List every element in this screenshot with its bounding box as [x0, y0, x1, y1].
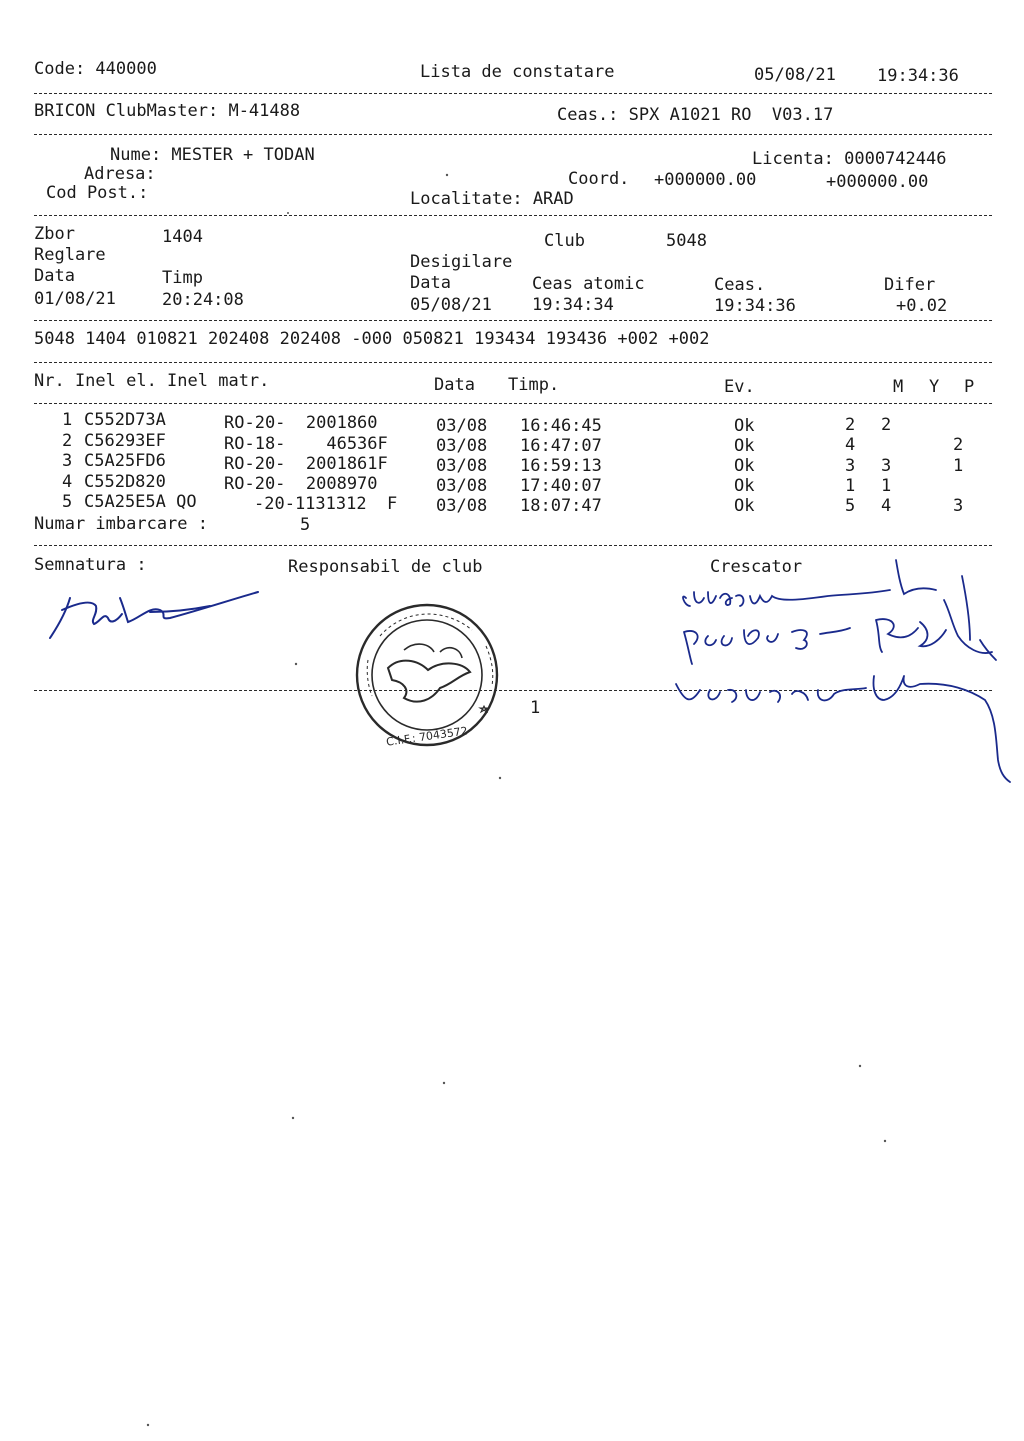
value-m: 1	[845, 476, 856, 496]
signature-label: Semnatura :	[34, 555, 147, 575]
arrival-date: 03/08	[436, 416, 488, 436]
event-status: Ok	[734, 496, 755, 516]
address-label: Adresa:	[84, 164, 156, 184]
reglare-label: Reglare	[34, 245, 106, 265]
value-y: 3	[881, 456, 892, 476]
ring-registration: RO-18- 46536F	[224, 434, 388, 454]
ring-electronic: C5A25FD6	[84, 451, 166, 471]
clubmaster-label: BRICON ClubMaster: M-41488	[34, 101, 301, 121]
col-header-p: P	[964, 377, 975, 397]
clock-info: Ceas.: SPX A1021 RO V03.17	[557, 105, 834, 125]
signature-mark	[50, 592, 258, 638]
row-number: 4	[62, 472, 73, 492]
ring-electronic: C552D73A	[84, 410, 166, 430]
value-p: 1	[953, 456, 964, 476]
event-status: Ok	[734, 416, 755, 436]
reglare-date: 01/08/21	[34, 289, 116, 309]
arrival-time: 18:07:47	[520, 496, 602, 516]
value-m: 5	[845, 496, 856, 516]
scan-specks	[147, 174, 886, 1426]
atomic-clock-label: Ceas atomic	[532, 274, 645, 294]
coord-label: Coord.	[568, 169, 630, 189]
ring-registration: -20-1131312 F	[254, 494, 398, 514]
row-number: 5	[62, 492, 73, 512]
col-header-m: M	[893, 377, 904, 397]
locality: Localitate: ARAD	[410, 189, 574, 209]
document-title: Lista de constatare	[420, 62, 615, 82]
value-p: 3	[953, 496, 964, 516]
arrival-time: 16:46:45	[520, 416, 602, 436]
club-label: Club	[544, 231, 585, 251]
ring-registration: RO-20- 2001861F	[224, 454, 388, 474]
header-time: 19:34:36	[877, 66, 959, 86]
coord-x: +000000.00	[654, 170, 757, 190]
arrival-time: 16:47:07	[520, 436, 602, 456]
event-status: Ok	[734, 476, 755, 496]
license-number: Licenta: 0000742446	[752, 149, 947, 169]
col-header-y: Y	[929, 377, 940, 397]
reglare-date-label: Data	[34, 266, 75, 286]
ring-electronic: C5A25E5A QO	[84, 492, 197, 512]
row-number: 1	[62, 410, 73, 430]
club-stamp	[357, 605, 497, 745]
arrival-date: 03/08	[436, 436, 488, 456]
value-y: 1	[881, 476, 892, 496]
col-header-ev: Ev.	[724, 377, 755, 397]
value-m: 2	[845, 415, 856, 435]
code-label: Code: 440000	[34, 59, 157, 79]
flight-number: 1404	[162, 227, 203, 247]
header-date: 05/08/21	[754, 65, 836, 85]
breeder-signatures	[676, 560, 1010, 782]
coord-y: +000000.00	[826, 172, 929, 192]
difference-label: Difer	[884, 275, 936, 295]
value-y: 2	[881, 415, 892, 435]
boarding-count: 5	[300, 515, 311, 535]
value-y: 4	[881, 496, 892, 516]
arrival-date: 03/08	[436, 456, 488, 476]
club-number: 5048	[666, 231, 707, 251]
arrival-date: 03/08	[436, 476, 488, 496]
arrival-date: 03/08	[436, 496, 488, 516]
col-header-time: Timp.	[508, 375, 560, 395]
ring-electronic: C56293EF	[84, 431, 166, 451]
ring-electronic: C552D820	[84, 472, 166, 492]
breeder-label: Crescator	[710, 557, 803, 577]
desig-date-label: Data	[410, 273, 451, 293]
desig-clock: 19:34:36	[714, 296, 796, 316]
owner-name: Nume: MESTER + TODAN	[110, 145, 315, 165]
value-m: 4	[845, 435, 856, 455]
col-header-rings: Nr. Inel el. Inel matr.	[34, 371, 270, 391]
page-number: 1	[530, 698, 541, 718]
ring-registration: RO-20- 2008970	[224, 474, 388, 494]
ring-registration: RO-20- 2001860	[224, 413, 388, 433]
code-line: 5048 1404 010821 202408 202408 -000 050821 193434 193436 +002 +002	[34, 329, 710, 349]
event-status: Ok	[734, 456, 755, 476]
desigilare-label: Desigilare	[410, 252, 513, 272]
desig-date: 05/08/21	[410, 295, 492, 315]
event-status: Ok	[734, 436, 755, 456]
row-number: 3	[62, 451, 73, 471]
arrival-time: 17:40:07	[520, 476, 602, 496]
reglare-time: 20:24:08	[162, 290, 244, 310]
value-m: 3	[845, 456, 856, 476]
value-p: 2	[953, 435, 964, 455]
arrival-time: 16:59:13	[520, 456, 602, 476]
boarding-count-label: Numar imbarcare :	[34, 514, 208, 534]
desig-difference: +0.02	[896, 296, 948, 316]
reglare-time-label: Timp	[162, 268, 203, 288]
clock-label: Ceas.	[714, 275, 766, 295]
stamp-id-text: C.I.F.: 7043572	[385, 724, 469, 749]
col-header-date: Data	[434, 375, 475, 395]
row-number: 2	[62, 431, 73, 451]
desig-atomic: 19:34:34	[532, 295, 614, 315]
club-responsible-label: Responsabil de club	[288, 557, 483, 577]
flight-label: Zbor	[34, 224, 75, 244]
postal-code-label: Cod Post.:	[46, 183, 149, 203]
